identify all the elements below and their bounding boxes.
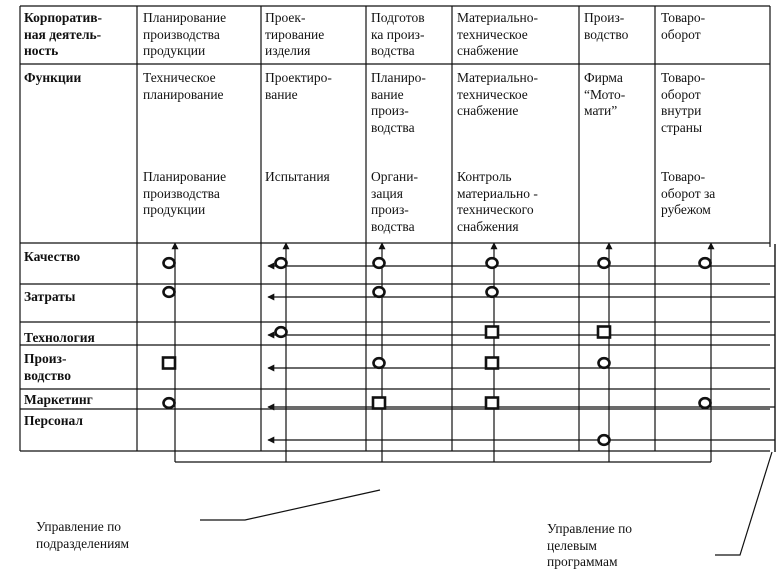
column-title-preparation: Подготов ка произ- водства [371,10,425,58]
function-design-2: Испытания [265,169,330,184]
square-marker [163,358,175,369]
row-label-technology: Технология [24,330,95,345]
column-title-design: Проек- тирование изделия [265,10,325,58]
marks-layer [163,258,711,445]
circle-marker [599,258,610,268]
circle-marker [374,287,385,297]
circle-marker [276,258,287,268]
circle-marker [599,435,610,445]
circle-marker [700,398,711,408]
circle-marker [374,258,385,268]
functions-label: Функции [24,70,82,85]
row-label-production: Произ- водство [24,351,71,383]
circle-marker [487,258,498,268]
column-title-planning: Планирование производства продукции [143,10,227,58]
function-design-1: Проектиро- вание [265,70,332,102]
circle-marker [700,258,711,268]
function-turnover-1: Товаро- оборот внутри страны [661,70,706,135]
row-label-personnel: Персонал [24,413,83,428]
square-marker [373,398,385,409]
square-marker [486,398,498,409]
circle-marker [164,258,175,268]
circle-marker [374,358,385,368]
function-turnover-2: Товаро- оборот за рубежом [661,169,716,217]
row-label-quality: Качество [24,249,81,264]
circle-marker [164,287,175,297]
corp-activity-label: Корпоратив- ная деятель- ность [24,10,103,58]
column-title-turnover: Товаро- оборот [661,10,706,42]
dept-leader-line [200,490,380,520]
column-title-supply: Материально- техническое снабжение [457,10,538,58]
function-supply-1: Материально- техническое снабжение [457,70,538,118]
row-label-costs: Затраты [24,289,76,304]
square-marker [598,327,610,338]
row-label-marketing: Маркетинг [24,392,93,407]
function-production-1: Фирма “Мото- мати” [584,70,626,118]
function-preparation-1: Планиро- вание произ- водства [371,70,426,135]
program-leader-line [715,452,772,555]
circle-marker [164,398,175,408]
horizontal-arrows [268,266,775,440]
program-management-label: Управление по целевым программам [547,521,633,569]
circle-marker [487,287,498,297]
function-planning-2: Планирование производства продукции [143,169,227,217]
dept-management-label: Управление по подразделениям [36,519,130,551]
function-supply-2: Контроль материально - технического снабжения [457,169,538,234]
square-marker [486,327,498,338]
vertical-arrows [175,243,711,462]
column-title-production: Произ- водство [584,10,629,42]
circle-marker [276,327,287,337]
function-planning-1: Техническое планирование [143,70,224,102]
circle-marker [599,358,610,368]
square-marker [486,358,498,369]
function-preparation-2: Органи- зация произ- водства [371,169,418,234]
